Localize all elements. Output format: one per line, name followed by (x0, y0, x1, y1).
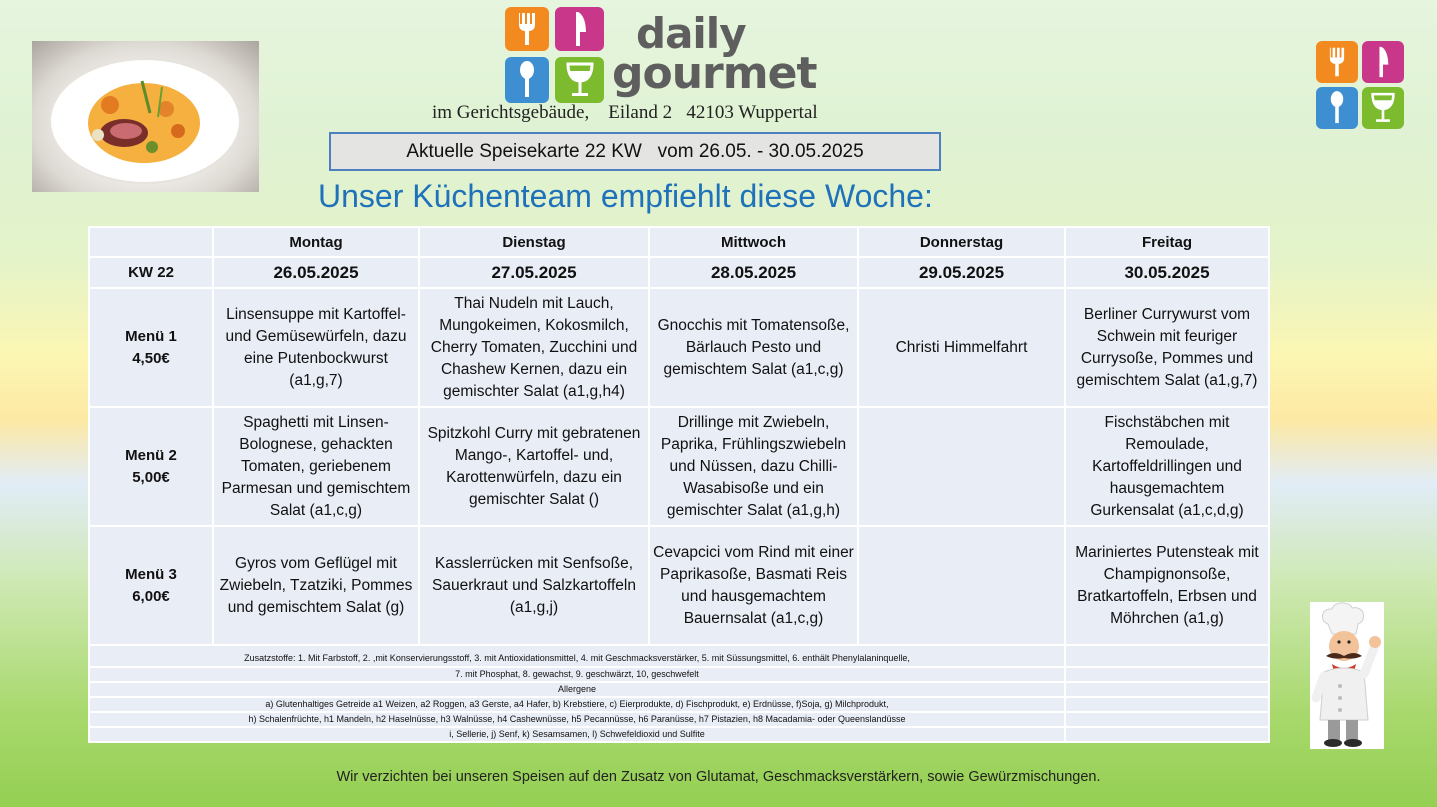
holiday-cell: Christi Himmelfahrt (858, 288, 1065, 407)
menu-row (89, 407, 1269, 526)
header-empty-cell (89, 227, 213, 257)
note-empty-cell (1065, 727, 1269, 742)
brand-name-line2: gourmet (612, 48, 817, 99)
chef-illustration (1310, 602, 1384, 749)
allergens-note: a) Glutenhaltiges Getreide a1 Weizen, a2 Roggen, a3 Gerste, a4 Hafer, b) Krebstiere, c) Eierprodukte, d) Fischprodukt, e) Erdnüsse, f)Soja, g) Milchprodukt, (89, 697, 1065, 712)
dish-cell (858, 407, 1065, 526)
note-empty-cell (1065, 712, 1269, 727)
date-cell: 30.05.2025 (1065, 257, 1269, 288)
dish-cell: Fischstäbchen mit Remoulade, Kartoffeldrillingen und hausgemachtem Gurkensalat (a1,c,d,g) (1065, 407, 1269, 526)
day-header: Dienstag (419, 227, 649, 257)
knife-icon (555, 7, 604, 51)
menu-table (88, 226, 1270, 743)
week-banner: Aktuelle Speisekarte 22 KW vom 26.05. - 30.05.2025 (329, 132, 941, 171)
chef-figure (1310, 602, 1384, 749)
headline: Unser Küchenteam empfiehlt diese Woche: (318, 178, 933, 214)
dish-cell: Mariniertes Putensteak mit Champignonsoße, Bratkartoffeln, Erbsen und Möhrchen (a1,g) (1065, 526, 1269, 645)
knife-icon (1362, 41, 1404, 83)
menu-price: 5,00€ (132, 468, 170, 486)
date-cell: 28.05.2025 (649, 257, 858, 288)
dish-cell: Drillinge mit Zwiebeln, Paprika, Frühlingszwiebeln und Nüssen, dazu Chilli-Wasabisoße und ein gemischter Salat (a1,g,h) (649, 407, 858, 526)
date-cell: 26.05.2025 (213, 257, 419, 288)
wine-glass-icon (1362, 87, 1404, 129)
date-row (89, 257, 1269, 288)
address: im Gerichtsgebäude, Eiland 2 42103 Wuppertal (432, 102, 818, 123)
note-row (89, 727, 1269, 742)
menu-label (89, 407, 213, 526)
date-cell: 27.05.2025 (419, 257, 649, 288)
note-row (89, 667, 1269, 682)
brand-logo (505, 7, 604, 103)
note-row (89, 697, 1269, 712)
dish-cell (858, 526, 1065, 645)
allergens-note: i, Sellerie, j) Senf, k) Sesamsamen, l) Schwefeldioxid und Sulfite (89, 727, 1065, 742)
day-header: Montag (213, 227, 419, 257)
note-empty-cell (1065, 682, 1269, 697)
day-header: Donnerstag (858, 227, 1065, 257)
menu-name: Menü 3 (125, 565, 177, 583)
dish-cell: Gyros vom Geflügel mit Zwiebeln, Tzatziki, Pommes und gemischtem Salat (g) (213, 526, 419, 645)
additives-note: Zusatzstoffe: 1. Mit Farbstoff, 2. ,mit Konservierungsstoff, 3. mit Antioxidationsmittel, 4. mit Geschmacksverstärker, 5. mit Süssungsmittel, 6. enthält Phenylalaninquelle, (89, 645, 1065, 667)
spoon-icon (1316, 87, 1358, 129)
dish-cell: Cevapcici vom Rind mit einer Paprikasoße, Basmati Reis und hausgemachtem Bauernsalat (a1,c,g) (649, 526, 858, 645)
dish-cell: Gnocchis mit Tomatensoße, Bärlauch Pesto und gemischtem Salat (a1,c,g) (649, 288, 858, 407)
dish-cell: Thai Nudeln mit Lauch, Mungokeimen, Kokosmilch, Cherry Tomaten, Zucchini und Chashew Kernen, dazu ein gemischter Salat (a1,g,h4) (419, 288, 649, 407)
day-header: Freitag (1065, 227, 1269, 257)
note-empty-cell (1065, 645, 1269, 667)
menu-price: 6,00€ (132, 587, 170, 605)
spoon-icon (505, 57, 549, 103)
allergens-heading: Allergene (89, 682, 1065, 697)
dish-cell: Spaghetti mit Linsen-Bolognese, gehackten Tomaten, geriebenem Parmesan und gemischtem Salat (a1,c,g) (213, 407, 419, 526)
note-empty-cell (1065, 697, 1269, 712)
brand-logo-small (1316, 41, 1404, 129)
note-row (89, 645, 1269, 667)
note-empty-cell (1065, 667, 1269, 682)
food-plate-photo (32, 41, 259, 192)
menu-row (89, 526, 1269, 645)
additives-note: 7. mit Phosphat, 8. gewachst, 9. geschwärzt, 10, geschwefelt (89, 667, 1065, 682)
menu-name: Menü 2 (125, 446, 177, 464)
menu-label (89, 526, 213, 645)
wine-glass-icon (555, 57, 604, 103)
menu-name: Menü 1 (125, 327, 177, 345)
dish-cell: Kasslerrücken mit Senfsoße, Sauerkraut und Salzkartoffeln (a1,g,j) (419, 526, 649, 645)
dish-cell: Spitzkohl Curry mit gebratenen Mango-, Kartoffel- und, Karottenwürfeln, dazu ein gemischter Salat () (419, 407, 649, 526)
brand-name-line1: daily (636, 9, 746, 58)
day-header: Mittwoch (649, 227, 858, 257)
week-label: KW 22 (89, 257, 213, 288)
dish-cell: Berliner Currywurst vom Schwein mit feuriger Currysoße, Pommes und gemischtem Salat (a1,g,7) (1065, 288, 1269, 407)
footer-note: Wir verzichten bei unseren Speisen auf den Zusatz von Glutamat, Geschmacksverstärkern, sowie Gewürzmischungen. (336, 769, 1101, 785)
date-cell: 29.05.2025 (858, 257, 1065, 288)
day-header-row (89, 227, 1269, 257)
menu-price: 4,50€ (132, 349, 170, 367)
fork-icon (505, 7, 549, 51)
plate-illustration (32, 41, 259, 192)
fork-icon (1316, 41, 1358, 83)
menu-row (89, 288, 1269, 407)
allergens-note: h) Schalenfrüchte, h1 Mandeln, h2 Haselnüsse, h3 Walnüsse, h4 Cashewnüsse, h5 Pecannüsse, h6 Paranüsse, h7 Pistazien, h8 Macadamia- oder Queenslandüsse (89, 712, 1065, 727)
note-row (89, 712, 1269, 727)
note-row (89, 682, 1269, 697)
dish-cell: Linsensuppe mit Kartoffel- und Gemüsewürfeln, dazu eine Putenbockwurst (a1,g,7) (213, 288, 419, 407)
brand-name (612, 9, 817, 99)
menu-label (89, 288, 213, 407)
